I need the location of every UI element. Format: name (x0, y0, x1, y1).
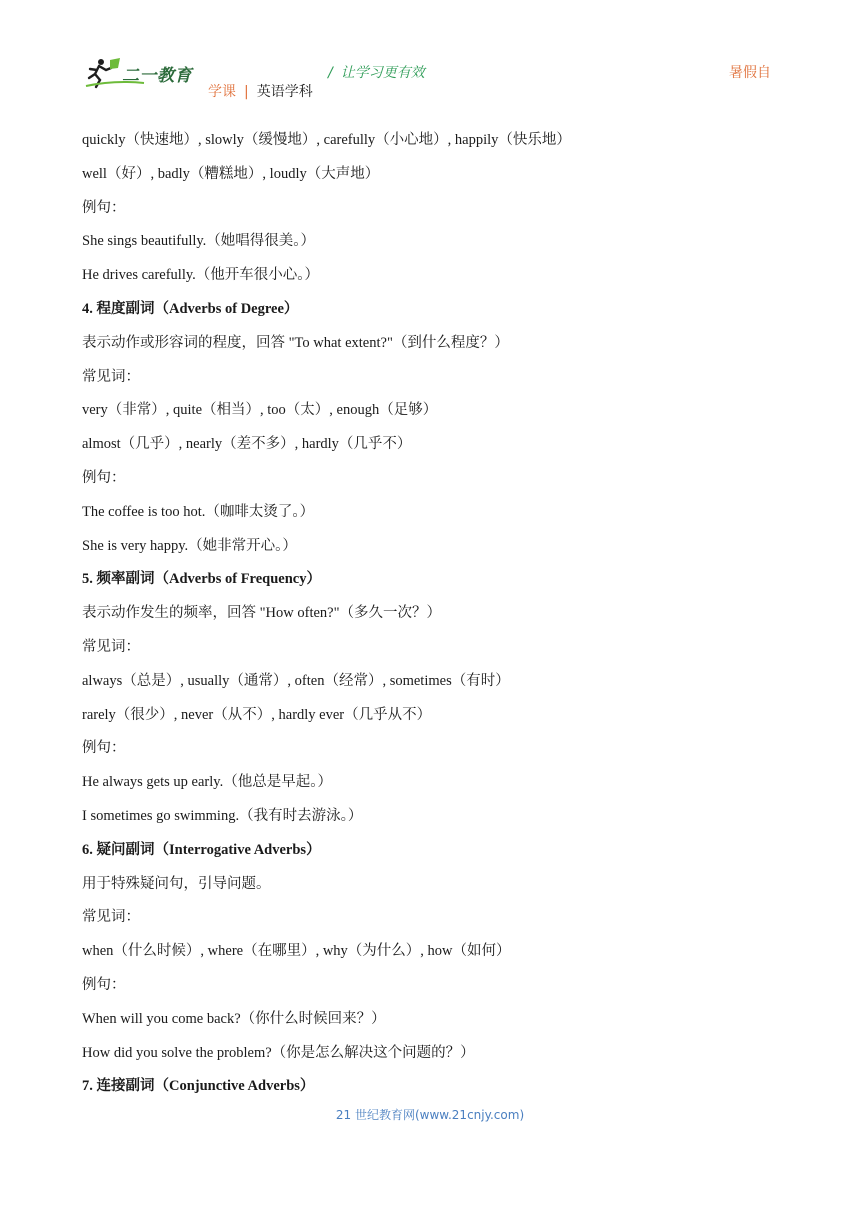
course-label: 学课 (208, 84, 236, 100)
document-body (82, 128, 782, 1108)
slogan-text: 让学习更有效 (340, 65, 425, 81)
body-line: almost（几乎）, nearly（差不多）, hardly（几乎不） (82, 436, 412, 453)
body-line: rarely（很少）, never（从不）, hardly ever（几乎从不） (82, 706, 432, 723)
body-line: He always gets up early.（他总是早起。） (82, 774, 332, 791)
body-line: when（什么时候）, where（在哪里）, why（为什么）, how（如何） (82, 943, 511, 960)
body-line: 例句： (82, 740, 126, 757)
section-heading: 4. 程度副词（Adverbs of Degree） (82, 300, 299, 317)
section-heading: 7. 连接副词（Conjunctive Adverbs） (82, 1078, 315, 1095)
body-line: How did you solve the problem?（你是怎么解决这个问题的？） (82, 1044, 475, 1061)
series-label: 暑假自 (729, 65, 771, 81)
body-line: 表示动作或形容词的程度，回答 "To what extent?"（到什么程度？） (82, 334, 509, 351)
body-line: 例句： (82, 976, 126, 993)
body-line: well（好）, badly（糟糕地）, loudly（大声地） (82, 165, 380, 182)
header-slogan (328, 62, 425, 82)
slogan-divider: / (328, 65, 333, 81)
body-line: always（总是）, usually（通常）, often（经常）, sometimes（有时） (82, 672, 510, 689)
section-heading: 5. 频率副词（Adverbs of Frequency） (82, 571, 321, 588)
subject-line (208, 81, 313, 101)
body-line: 常见词： (82, 909, 140, 926)
body-line: He drives carefully.（他开车很小心。） (82, 267, 320, 284)
body-line: 常见词： (82, 638, 140, 655)
body-line: 例句： (82, 469, 126, 486)
body-line: The coffee is too hot.（咖啡太烫了。） (82, 503, 315, 520)
body-line: quickly（快速地）, slowly（缓慢地）, carefully（小心地）, happily（快乐地） (82, 132, 571, 148)
body-line: 表示动作发生的频率，回答 "How often?"（多久一次？） (82, 605, 442, 622)
subject-label: 英语学科 (256, 84, 313, 100)
section-heading: 6. 疑问副词（Interrogative Adverbs） (82, 841, 321, 858)
body-line: very（非常）, quite（相当）, too（太）, enough（足够） (82, 402, 438, 419)
body-line: 用于特殊疑问句，引导问题。 (82, 875, 271, 892)
subject-divider: | (244, 84, 249, 100)
body-line: I sometimes go swimming.（我有时去游泳。） (82, 807, 363, 824)
body-line: 例句： (82, 199, 126, 216)
body-line: 常见词： (82, 368, 140, 385)
body-line: When will you come back?（你什么时候回来？） (82, 1010, 386, 1027)
page-header (0, 0, 860, 110)
body-line: She sings beautifully.（她唱得很美。） (82, 233, 316, 250)
page-footer: 21 世纪教育网(www.21cnjy.com) (335, 1108, 525, 1122)
body-line: She is very happy.（她非常开心。） (82, 537, 297, 554)
logo-text: 二一教育 (122, 66, 192, 86)
